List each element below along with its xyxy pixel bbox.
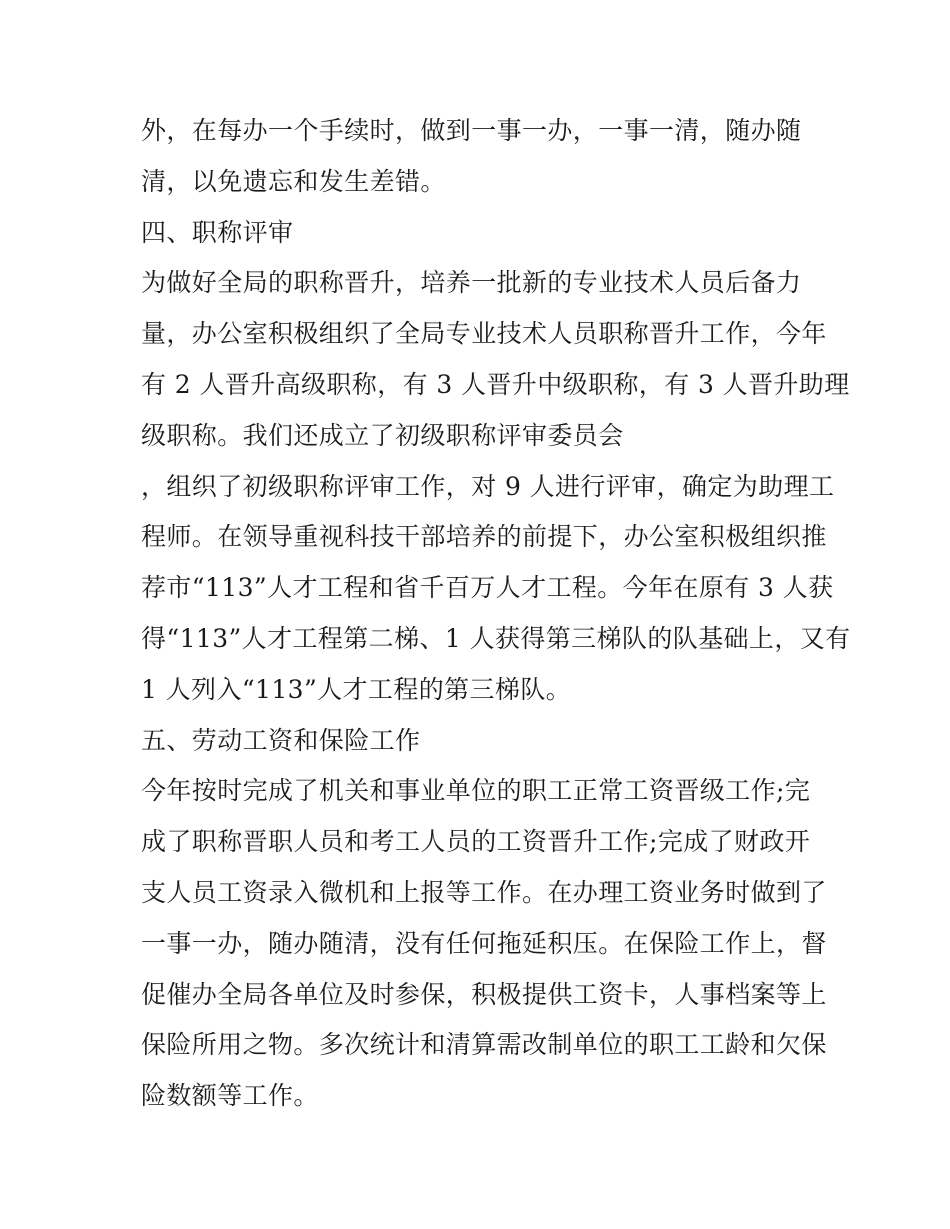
text-line: 荐市“113”人才工程和省千百万人才工程。今年在原有 3 人获: [141, 573, 834, 603]
text-line: 一事一办，随办随清，没有任何拖延积压。在保险工作上，督: [141, 928, 827, 958]
text-line: 成了职称晋职人员和考工人员的工资晋升工作;完成了财政开: [141, 827, 811, 857]
text-line: 支人员工资录入微机和上报等工作。在办理工资业务时做到了: [141, 877, 827, 907]
text-line: 量，办公室积极组织了全局专业技术人员职称晋升工作，今年: [141, 319, 827, 349]
text-line: 得“113”人才工程第二梯、1 人获得第三梯队的队基础上，又有: [141, 623, 851, 653]
text-line: 清，以免遗忘和发生差错。: [141, 166, 446, 196]
text-line: 级职称。我们还成立了初级职称评审委员会: [141, 420, 624, 450]
text-line: 1 人列入“113”人才工程的第三梯队。: [141, 674, 572, 704]
text-line: 为做好全局的职称晋升，培养一批新的专业技术人员后备力: [141, 268, 802, 298]
text-line: ，组织了初级职称评审工作，对 9 人进行评审，确定为助理工: [141, 471, 835, 501]
text-line: 外，在每办一个手续时，做到一事一办，一事一清，随办随: [141, 116, 802, 145]
text-line: 保险所用之物。多次统计和清算需改制单位的职工工龄和欠保: [141, 1030, 827, 1060]
text-line: 促催办全局各单位及时参保，积极提供工资卡，人事档案等上: [141, 979, 827, 1009]
text-line: 险数额等工作。: [141, 1081, 319, 1111]
document-body: [141, 106, 851, 1122]
text-line: 有 2 人晋升高级职称，有 3 人晋升中级职称，有 3 人晋升助理: [141, 369, 850, 399]
text-line: 今年按时完成了机关和事业单位的职工正常工资晋级工作;完: [141, 776, 811, 806]
text-line: 程师。在领导重视科技干部培养的前提下，办公室积极组织推: [141, 522, 827, 552]
section-heading-5: 五、劳动工资和保险工作: [141, 725, 421, 755]
section-heading-4: 四、职称评审: [141, 217, 294, 247]
